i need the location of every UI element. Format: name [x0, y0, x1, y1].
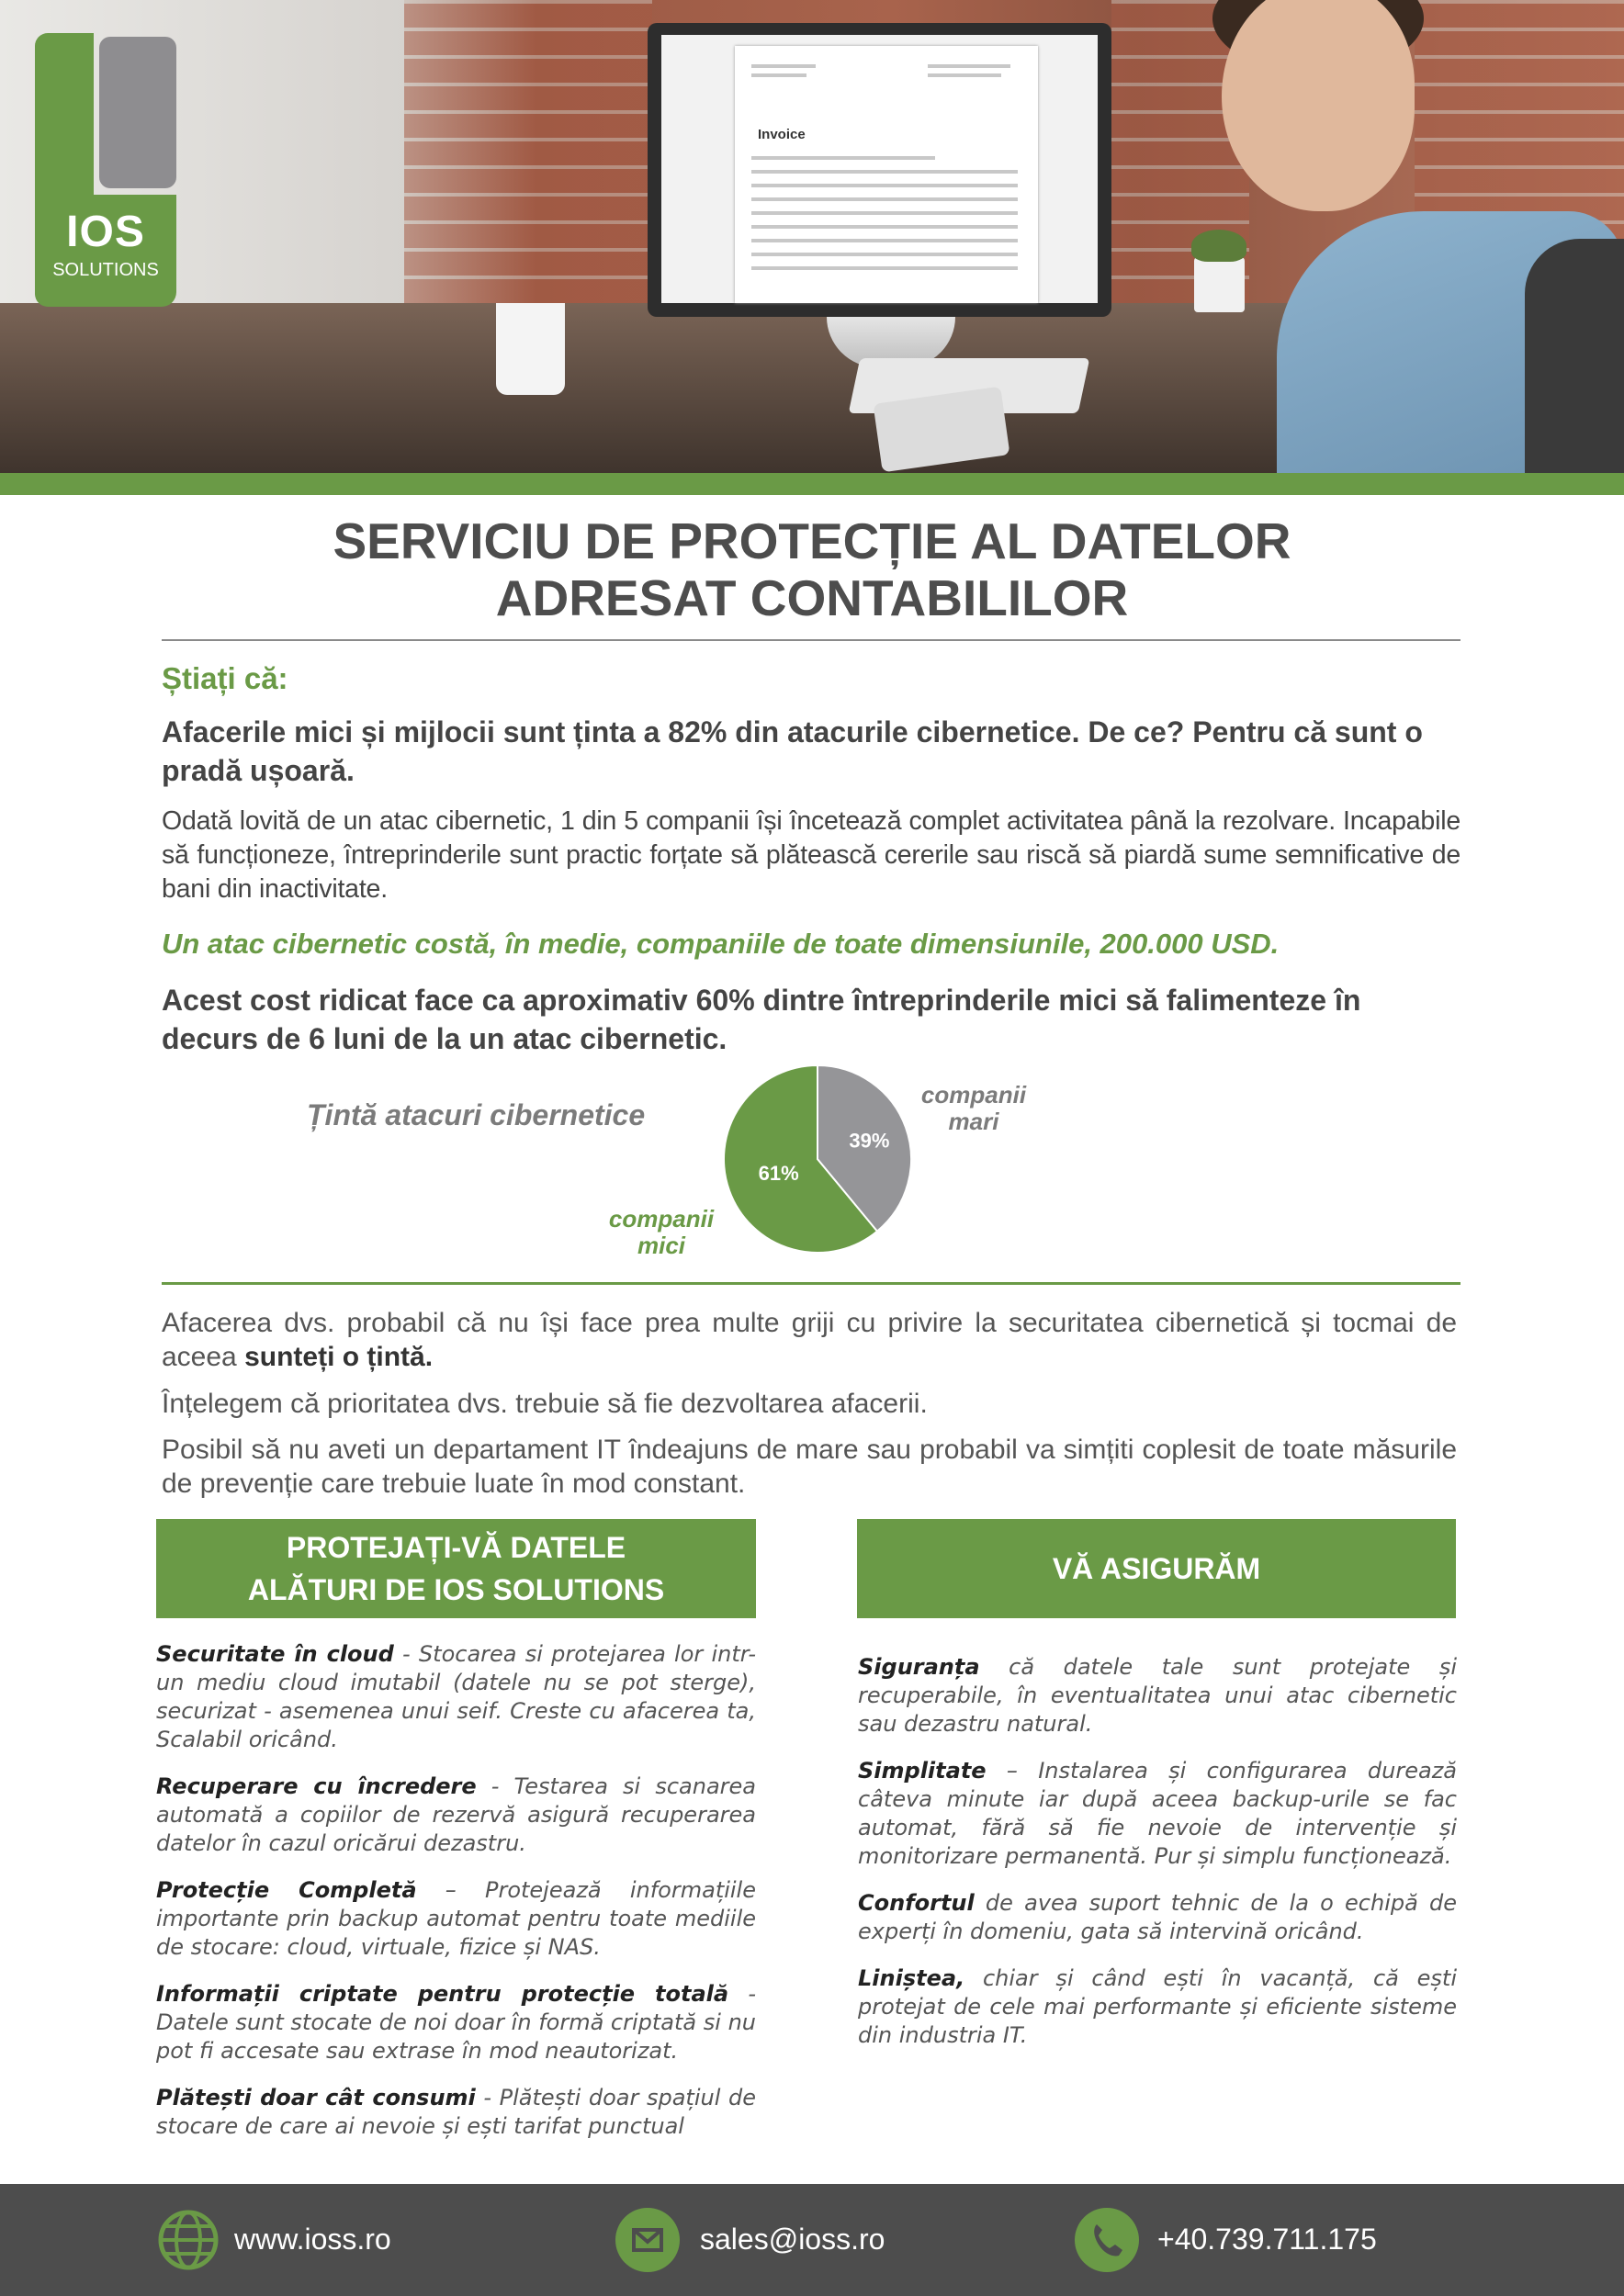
- legend-label-mari: [905, 1082, 1043, 1135]
- assurance-item: [858, 1757, 1457, 1871]
- title-line-1: SERVICIU DE PROTECȚIE AL DATELOR: [333, 512, 1291, 569]
- feature-term: Securitate în cloud: [156, 1641, 394, 1667]
- feature-item: [156, 1640, 756, 1754]
- globe-icon[interactable]: [156, 2208, 220, 2272]
- value-label-mari: 39%: [849, 1129, 890, 1153]
- assurance-term: Simplitate: [858, 1758, 987, 1784]
- body-paragraph-1-text: Afacerea dvs. probabil că nu își face prea multe griji cu privire la securitatea cibernetică și tocmai de aceea: [162, 1308, 1457, 1372]
- feature-text: - Plătești doar spațiul de stocare de care ai nevoie și ești tarifat punctual: [156, 2085, 756, 2139]
- legend-label-mici: [592, 1206, 730, 1259]
- feature-item: [156, 2084, 756, 2141]
- mail-icon[interactable]: [615, 2208, 680, 2272]
- green-band: [0, 473, 1624, 495]
- feature-term: Plătești doar cât consumi: [156, 2085, 476, 2110]
- office-chair: [1525, 239, 1624, 473]
- assurance-text: – Instalarea și configurarea durează câteva minute iar după aceea backup-urile se fac automat, fără să fie nevoie de intervenție și monitorizare permanentă. Pur și simplu funcționează.: [858, 1758, 1457, 1869]
- body-paragraph-1-emphasis: sunteți o țintă.: [244, 1342, 434, 1372]
- feature-text: - Datele sunt stocate de noi doar în formă criptată si nu pot fi accesate sau extrase în mod neautorizat.: [156, 1981, 756, 2064]
- assurance-item: [858, 1889, 1457, 1946]
- cost-statistic: Un atac cibernetic costă, în medie, companiile de toate dimensiunile, 200.000 USD.: [162, 928, 1280, 960]
- section-heading: Știați că:: [162, 661, 288, 695]
- legend-label-mici-line1: companii: [608, 1205, 715, 1232]
- left-column-heading: [156, 1519, 756, 1618]
- invoice-title: Invoice: [758, 127, 806, 142]
- assurance-text: că datele tale sunt protejate și recuperabile, în eventualitatea unui atac cibernetic sau dezastru natural.: [858, 1654, 1457, 1737]
- page-title: [0, 512, 1624, 626]
- assurance-text: de avea suport tehnic de la o echipă de experți în domeniu, gata să intervină oricând.: [858, 1890, 1457, 1944]
- email-link[interactable]: sales@ioss.ro: [700, 2223, 885, 2256]
- body-paragraph-1: [162, 1306, 1457, 1374]
- body-paragraph-3: Posibil să nu aveti un departament IT îndeajuns de mare sau probabil va simțiti coplesit de toate măsurile de prevenție care trebuie luate în mod constant.: [162, 1435, 1457, 1499]
- left-heading-line-1: PROTEJAȚI-VĂ DATELE: [286, 1531, 626, 1564]
- pen-cup: [496, 303, 565, 395]
- title-line-2: ADRESAT CONTABILILOR: [495, 569, 1129, 626]
- left-heading-line-2: ALĂTURI DE IOS SOLUTIONS: [247, 1573, 665, 1606]
- assurance-term: Confortul: [858, 1890, 975, 1916]
- divider: [162, 639, 1460, 641]
- right-column: [858, 1653, 1457, 2068]
- body-paragraph-2: Înțelegem că prioritatea dvs. trebuie să fie dezvoltarea afacerii.: [162, 1389, 928, 1419]
- assurance-text: chiar și când ești în vacanță, că ești protejat de cele mai performante și eficiente sisteme din industria IT.: [858, 1965, 1457, 2048]
- assurance-item: [858, 1653, 1457, 1739]
- assurance-term: Siguranța: [858, 1654, 980, 1680]
- logo-grey-block: [99, 37, 176, 188]
- invoice-document: [735, 46, 1038, 303]
- feature-text: - Testarea si scanarea automată a copiilor de rezervă asigură recuperarea datelor în cazul oricărui dezastru.: [156, 1773, 756, 1856]
- assurance-term: Liniștea,: [858, 1965, 965, 1991]
- logo-text-solutions: SOLUTIONS: [52, 260, 159, 280]
- feature-item: [156, 1876, 756, 1962]
- feature-text: - Stocarea si protejarea lor intr-un mediu cloud imutabil (datele nu se pot sterge), securizat - asemenea unui seif. Creste cu afacerea ta, Scalabil oricând.: [156, 1641, 756, 1752]
- legend-label-mici-line2: mici: [637, 1232, 686, 1259]
- phone-number[interactable]: +40.739.711.175: [1157, 2223, 1377, 2256]
- plant-pot: [1194, 257, 1245, 312]
- feature-item: [156, 1980, 756, 2065]
- chart-title: Țintă atacuri cibernetice: [307, 1098, 646, 1131]
- lead-statement: Afacerile mici și mijlocii sunt ținta a 82% din atacurile cibernetice. De ce? Pentru că sunt o pradă ușoară.: [162, 715, 1423, 787]
- feature-term: Informații criptate pentru protecție totală: [156, 1981, 729, 2007]
- legend-label-mari-line2: mari: [948, 1108, 999, 1135]
- feature-item: [156, 1773, 756, 1858]
- website-link[interactable]: www.ioss.ro: [234, 2223, 391, 2256]
- assurance-item: [858, 1964, 1457, 2050]
- left-column: [156, 1640, 756, 2159]
- plant-leaves: [1191, 230, 1246, 262]
- bankruptcy-statement: Acest cost ridicat face ca aproximativ 60% dintre întreprinderile mici să falimenteze în decurs de 6 luni de la un atac cibernetic.: [162, 984, 1361, 1055]
- feature-term: Protecție Completă: [156, 1877, 417, 1903]
- feature-text: – Protejează informațiile importante prin backup automat pentru toate mediile de stocare: cloud, virtuale, fizice și NAS.: [156, 1877, 756, 1960]
- legend-label-mari-line1: companii: [920, 1081, 1027, 1109]
- divider-green: [162, 1282, 1460, 1285]
- phone-icon[interactable]: [1075, 2208, 1139, 2272]
- feature-term: Recuperare cu încredere: [156, 1773, 477, 1799]
- logo-text-ios: IOS: [66, 208, 145, 256]
- right-column-heading: VĂ ASIGURĂM: [857, 1519, 1456, 1618]
- pie-chart: [722, 1064, 913, 1255]
- intro-paragraph: Odată lovită de un atac cibernetic, 1 din 5 companii își încetează complet activitatea până la rezolvare. Incapabile să funcționeze, întreprinderile sunt practic forțate să plătească cererile sau riscă să piardă sume semnificative de bani din inactivitate.: [162, 806, 1460, 904]
- value-label-mici: 61%: [758, 1162, 799, 1186]
